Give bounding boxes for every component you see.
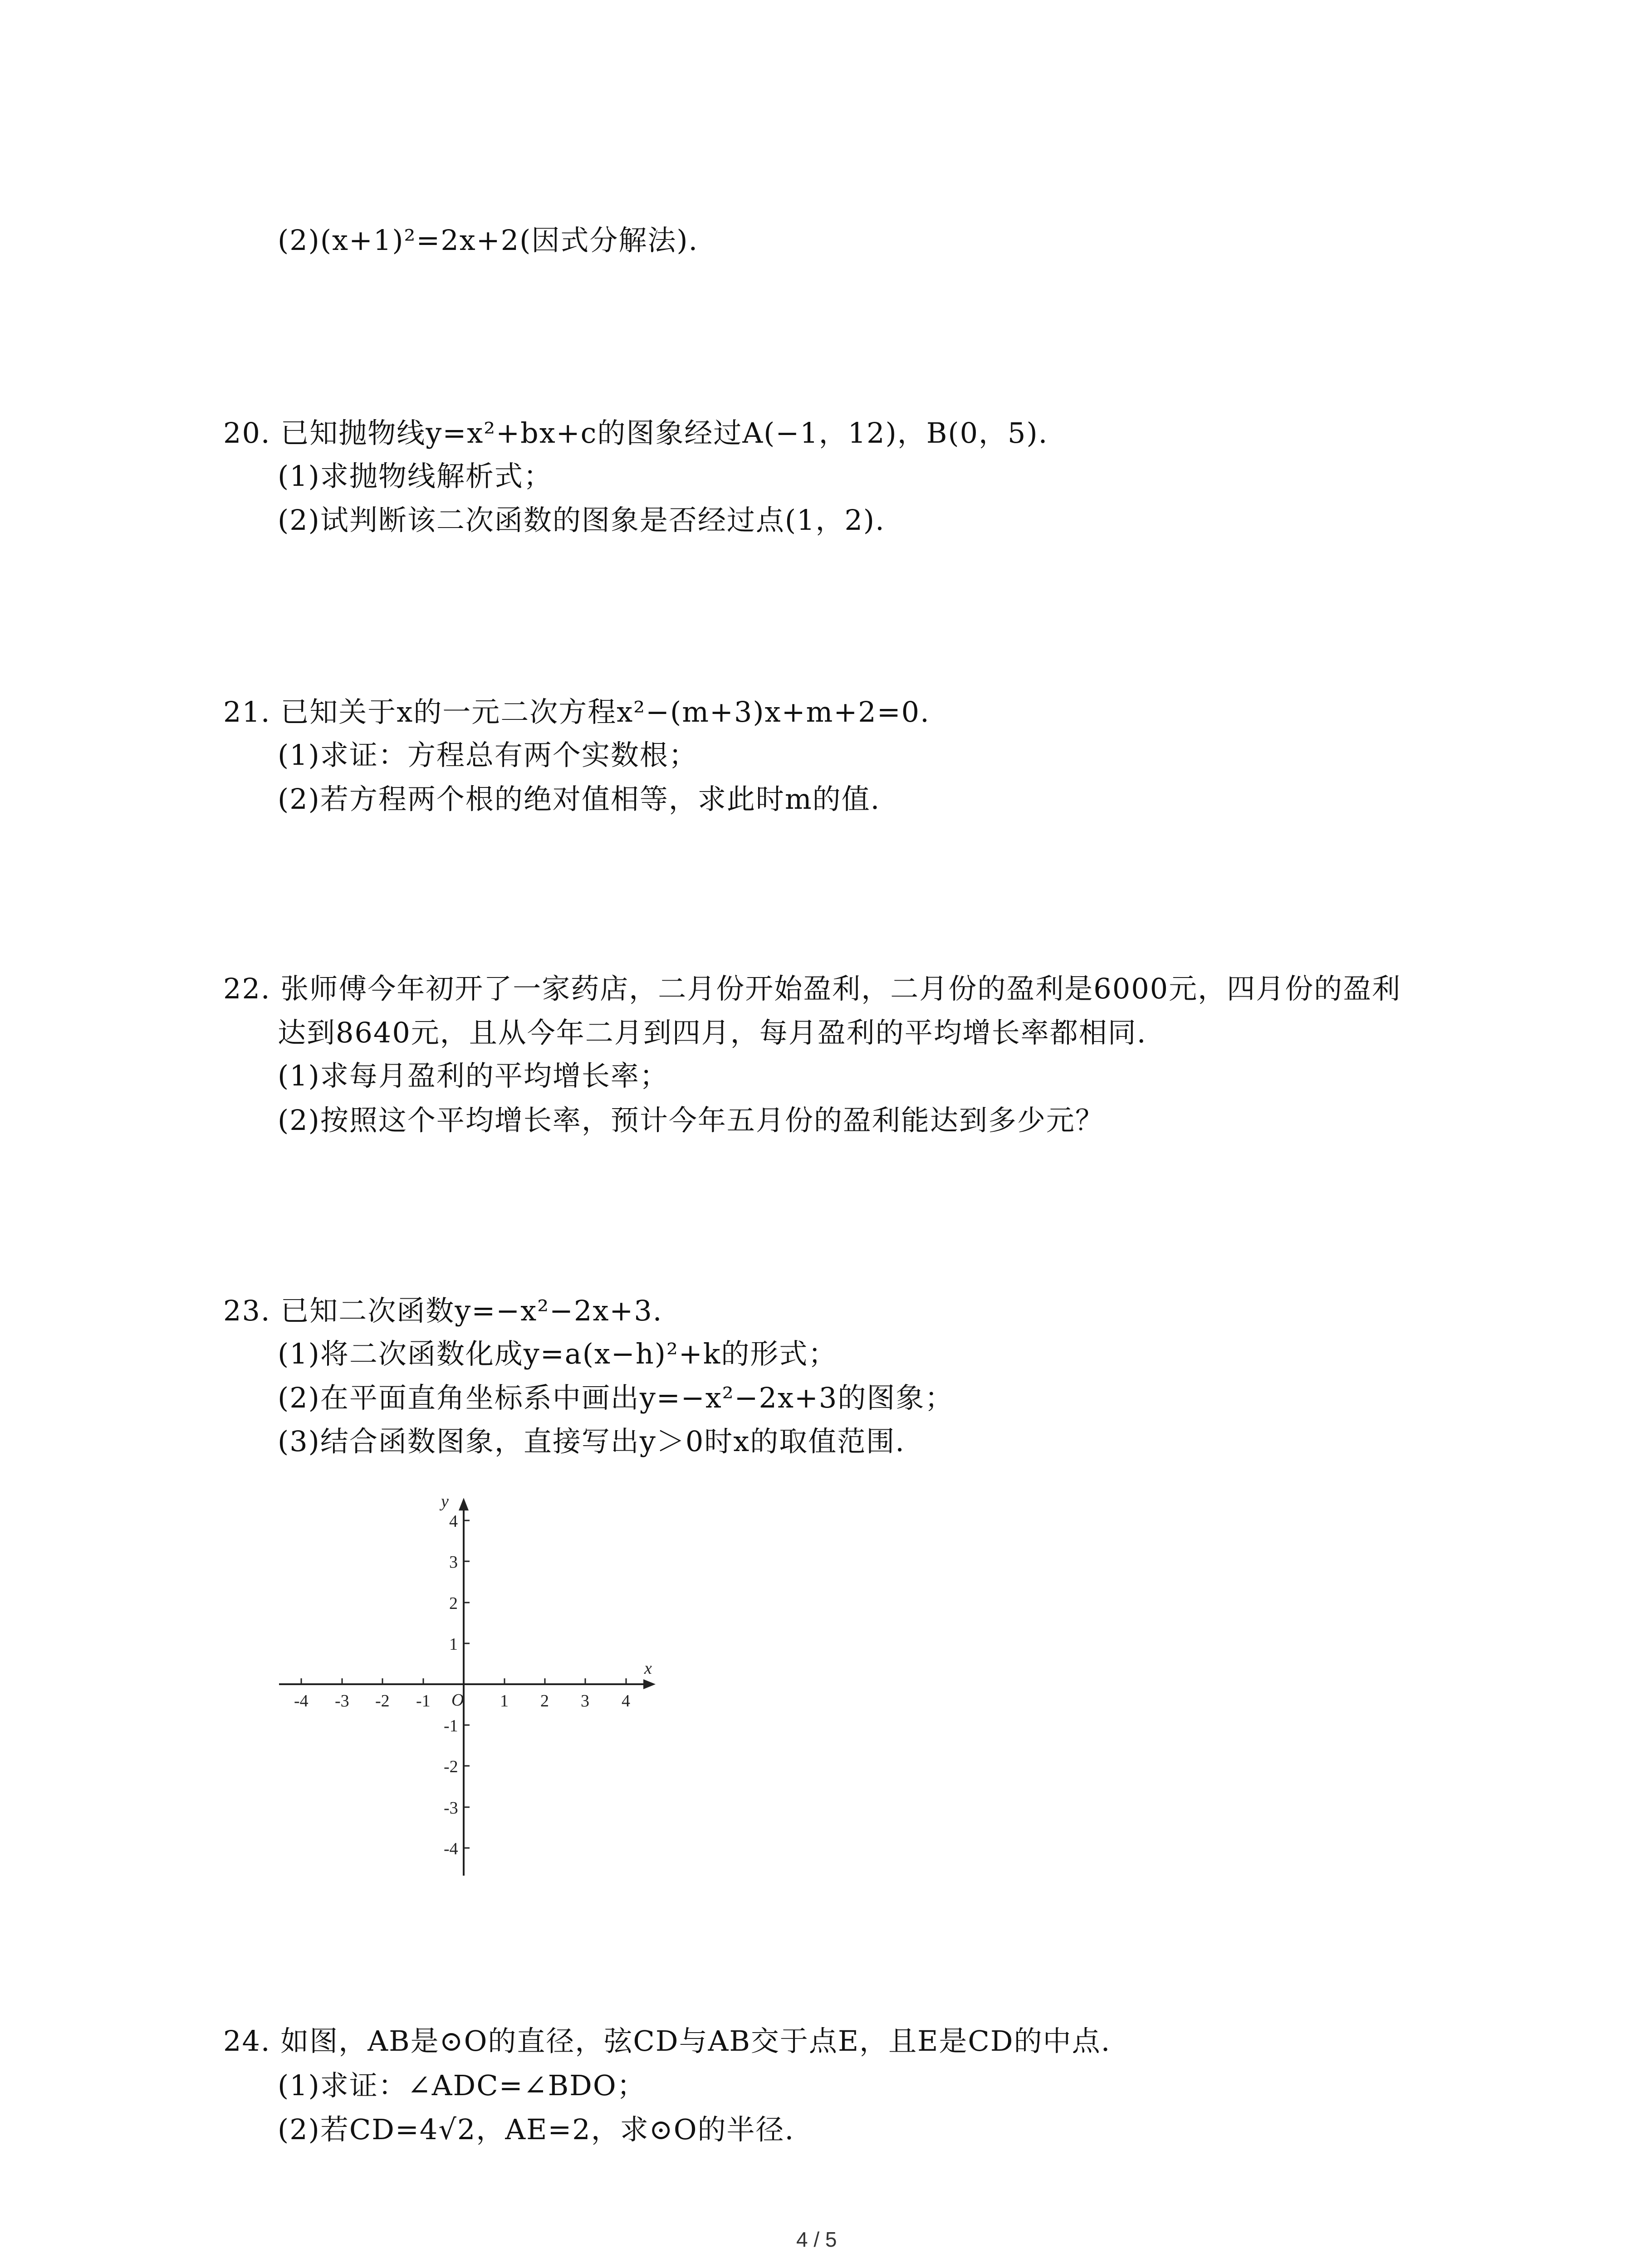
q22-part2: (2)按照这个平均增长率，预计今年五月份的盈利能达到多少元？ (278, 1104, 1104, 1137)
q22-stem-line1: 22. 张师傅今年初开了一家药店，二月份开始盈利，二月份的盈利是6000元，四月份的盈利 (223, 972, 1401, 1005)
page-number: 4 / 5 (796, 2228, 837, 2251)
q23-part2: (2)在平面直角坐标系中画出y=−x²−2x+3的图象； (278, 1381, 954, 1414)
q23-part1: (1)将二次函数化成y=a(x−h)²+k的形式； (278, 1337, 838, 1370)
q21-stem: 21. 已知关于x的一元二次方程x²−(m+3)x+m+2=0. (223, 695, 930, 728)
q21-part1: (1)求证：方程总有两个实数根； (278, 738, 698, 772)
q24-part2: (2)若CD=4√2，AE=2，求⊙O的半径. (278, 2113, 795, 2146)
origin-label: O (451, 1691, 464, 1710)
y-axis-arrow (459, 1498, 469, 1510)
y-tick-label: 2 (449, 1594, 458, 1613)
q20-stem: 20. 已知抛物线y=x²+bx+c的图象经过A(−1，12)，B(0，5). (223, 416, 1048, 450)
y-tick-label: -3 (444, 1799, 458, 1818)
coordinate-grid (272, 1492, 671, 1882)
x-tick-label: -1 (416, 1691, 431, 1711)
y-tick-label: 1 (449, 1635, 458, 1654)
q22-part1: (1)求每月盈利的平均增长率； (278, 1059, 669, 1092)
x-axis-arrow (643, 1679, 656, 1689)
q23-part3: (3)结合函数图象，直接写出y＞0时x的取值范围. (278, 1425, 905, 1458)
q22-stem-line2: 达到8640元，且从今年二月到四月，每月盈利的平均增长率都相同. (278, 1016, 1147, 1049)
q20-part1: (1)求抛物线解析式； (278, 459, 553, 493)
y-axis-label: y (441, 1492, 449, 1511)
q23-stem: 23. 已知二次函数y=−x²−2x+3. (223, 1294, 663, 1327)
q24-part1: (1)求证：∠ADC=∠BDO； (278, 2069, 646, 2102)
q21-part2: (2)若方程两个根的绝对值相等，求此时m的值. (278, 782, 881, 816)
y-tick-label: 4 (449, 1512, 458, 1531)
x-tick-label: 3 (581, 1691, 589, 1711)
q24-stem: 24. 如图，AB是⊙O的直径，弦CD与AB交于点E，且E是CD的中点. (223, 2024, 1111, 2058)
y-tick-label: -4 (444, 1839, 458, 1858)
x-tick-label: 1 (500, 1691, 509, 1711)
y-tick-label: -1 (444, 1716, 458, 1735)
x-tick-label: -3 (335, 1691, 349, 1711)
x-tick-label: 2 (540, 1691, 549, 1711)
y-tick-label: -2 (444, 1757, 458, 1776)
y-tick-label: 3 (449, 1553, 458, 1572)
x-tick-label: -2 (375, 1691, 390, 1711)
q19-part2: (2)(x+1)²=2x+2(因式分解法). (278, 224, 699, 257)
x-tick-label: -4 (294, 1691, 309, 1711)
x-axis-label: x (644, 1659, 652, 1678)
x-tick-label: 4 (622, 1691, 630, 1711)
q20-part2: (2)试判断该二次函数的图象是否经过点(1，2). (278, 503, 885, 537)
